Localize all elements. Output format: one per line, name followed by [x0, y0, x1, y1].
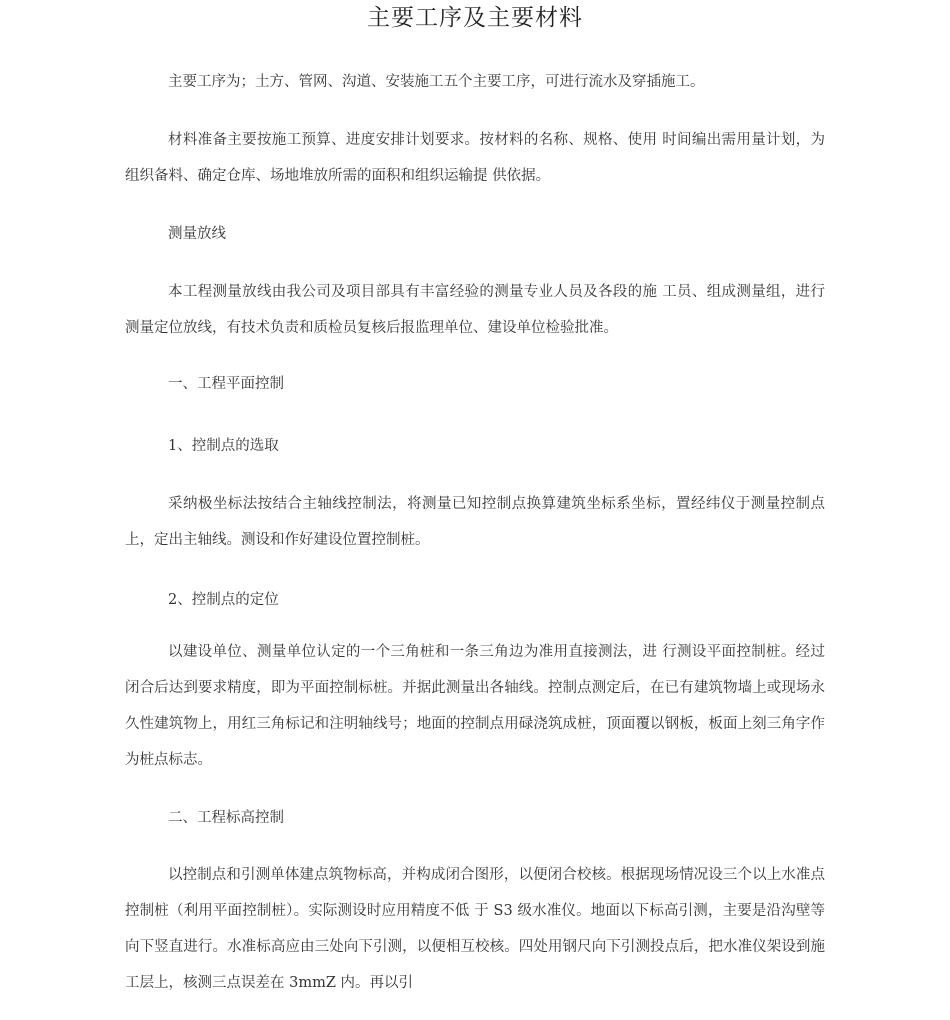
paragraph-surveying-team: 本工程测量放线由我公司及项目部具有丰富经验的测量专业人员及各段的施 工员、组成测量组，进行测量定位放线，有技术负责和质检员复核后报监理单位、建设单位检验批准。: [125, 284, 825, 336]
document-title: 主要工序及主要材料: [367, 5, 583, 31]
paragraph-polar-coordinate-method: 采纳极坐标法按结合主轴线控制法，将测量已知控制点换算建筑坐标系坐标，置经纬仪于测量控制点上，定出主轴线。测设和作好建设位置控制桩。: [125, 496, 825, 548]
paragraph-material-preparation: 材料准备主要按施工预算、进度安排计划要求。按材料的名称、规格、使用 时间编出需用量计划，为组织备料、确定仓库、场地堆放所需的面积和组织运输提 供依据。: [125, 132, 825, 184]
heading-plane-control: 一、工程平面控制: [168, 376, 284, 392]
paragraph-benchmark-leveling: 以控制点和引测单体建点筑物标高，并构成闭合图形，以便闭合校核。根据现场情况设三个以上水准点控制桩（利用平面控制桩）。实际测设时应用精度不低 于 S3 级水准仪。地面以下标高引测，主要是沿沟壁等向下竖直进行。水准标高应由三处向下引测，以便相互校核。四处用钢尺向下引测投点后，把水准仪架设到施工层上，核测三点误差在 3mmZ 内。再以引: [125, 867, 825, 991]
heading-surveying: 测量放线: [168, 226, 226, 242]
heading-control-point-positioning: 2、控制点的定位: [168, 592, 279, 608]
paragraph-main-processes: 主要工序为；土方、管网、沟道、安装施工五个主要工序，可进行流水及穿插施工。: [168, 74, 705, 90]
heading-elevation-control: 二、工程标高控制: [168, 810, 284, 826]
heading-control-point-selection: 1、控制点的选取: [168, 438, 279, 454]
paragraph-triangulation-stakes: 以建设单位、测量单位认定的一个三角桩和一条三角边为准用直接测法，进 行测设平面控制桩。经过闭合后达到要求精度，即为平面控制标桩。并据此测量出各轴线。控制点测定后，在已有建筑物墙上或现场永久性建筑物上，用红三角标记和注明轴线号；地面的控制点用碌浇筑成桩，顶面覆以钢板，板面上刻三角字作为桩点标志。: [125, 644, 825, 768]
